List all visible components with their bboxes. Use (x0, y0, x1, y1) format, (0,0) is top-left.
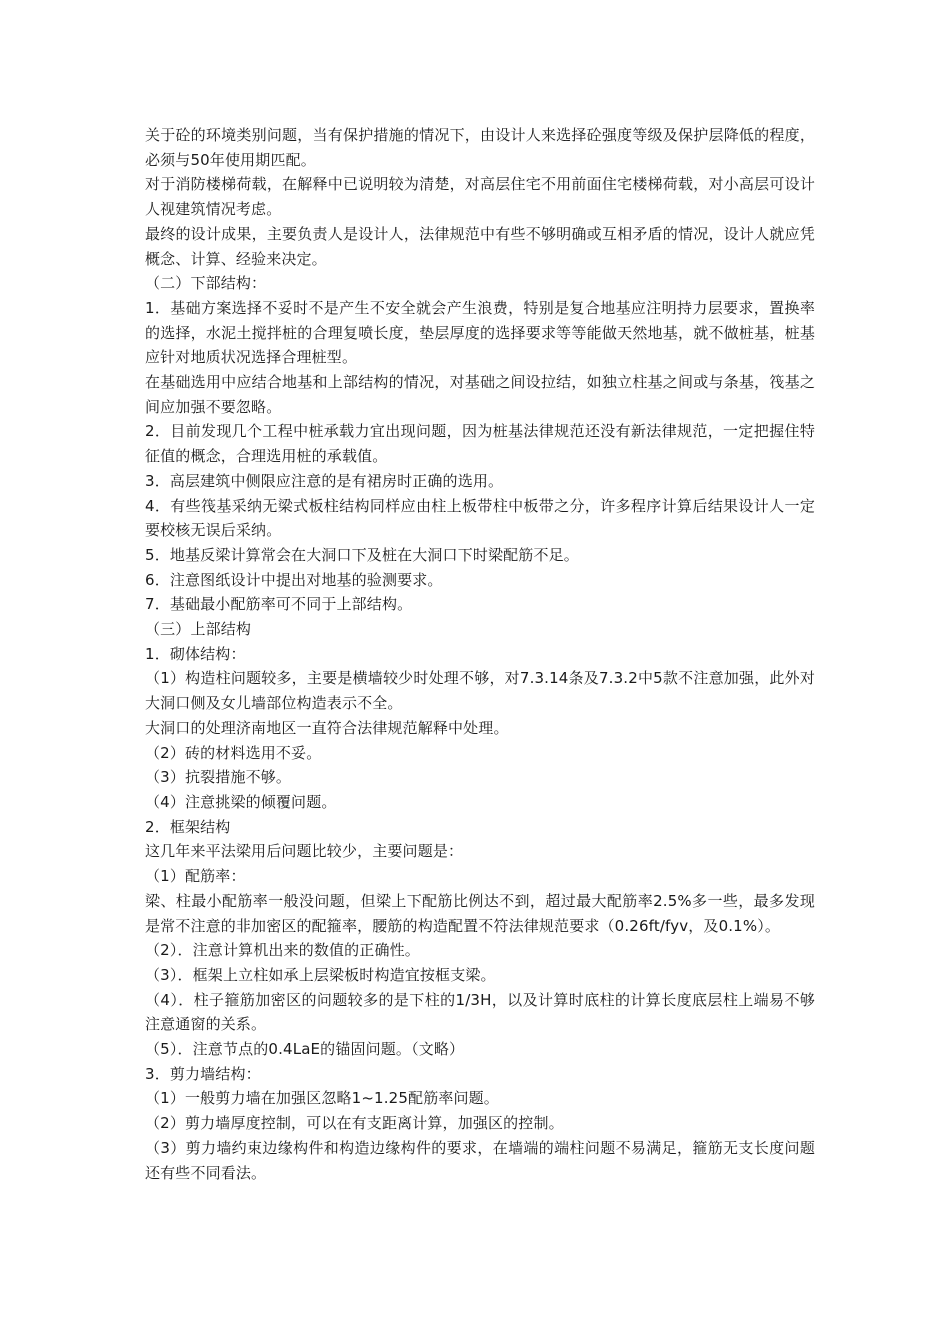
paragraph-stirrup-zone: （4）．柱子箍筋加密区的问题较多的是下柱的1/3H，以及计算时底柱的计算长度底层柱上端易不够注意通窗的关系。 (145, 990, 815, 1034)
paragraph-foundation-inspection: 6．注意图纸设计中提出对地基的验测要求。 (145, 570, 443, 589)
paragraph-beam-column-ratio: 梁、柱最小配筋率一般没问题，但梁上下配筋比例达不到，超过最大配筋率2.5%多一些，最多发现是常不注意的非加密区的配箍率，腰筋的构造配置不符法律规范要求（0.26ft/fyv，及0.1%）。 (145, 891, 815, 935)
paragraph-brick-material: （2）砖的材料选用不妥。 (145, 743, 322, 762)
paragraph-fire-stair-load: 对于消防楼梯荷载，在解释中已说明较为清楚，对高层住宅不用前面住宅楼梯荷载，对小高层可设计人视建筑情况考虑。 (145, 175, 815, 219)
section-heading-superstructure: （三）上部结构 (145, 620, 252, 639)
section-heading-substructure: （二）下部结构： (145, 274, 267, 293)
subheading-shear-wall: 3．剪力墙结构： (145, 1064, 261, 1083)
paragraph-constructional-columns: （1）构造柱问题较多，主要是横墙较少时处理不够，对7.3.14条及7.3.2中5款不注意加强，此外对大洞口侧及女儿墙部位构造表示不全。 (145, 669, 815, 713)
paragraph-foundation-ties: 在基础选用中应结合地基和上部结构的情况，对基础之间设拉结，如独立柱基之间或与条基，筏基之间应加强不要忽略。 (145, 373, 815, 416)
paragraph-concrete-environment: 关于砼的环境类别问题，当有保护措施的情况下，由设计人来选择砼强度等级及保护层降低的程度，必须与50年使用期匹配。 (145, 126, 815, 169)
document-body (145, 123, 815, 1185)
subheading-frame: 2．框架结构 (145, 817, 231, 836)
paragraph-raft-slab: 4．有些筏基采纳无梁式板柱结构同样应由柱上板带柱中板带之分，许多程序计算后结果设计人一定要校核无误后采纳。 (145, 496, 815, 540)
paragraph-inverted-beam: 5．地基反梁计算常会在大洞口下及桩在大洞口下时梁配筋不足。 (145, 545, 579, 564)
paragraph-pile-capacity: 2．目前发现几个工程中桩承载力宜出现问题，因为桩基法律规范还没有新法律规范，一定把握住特征值的概念，合理选用桩的承载值。 (145, 422, 815, 466)
paragraph-transfer-beam: （3）．框架上立柱如承上层梁板时构造宜按框支梁。 (145, 965, 496, 984)
paragraph-frame-intro: 这几年来平法梁用后问题比较少，主要问题是： (145, 842, 464, 861)
paragraph-large-openings: 大洞口的处理济南地区一直符合法律规范解释中处理。 (145, 718, 509, 737)
paragraph-reinforcement-ratio: （1）配筋率： (145, 867, 246, 886)
paragraph-computer-values: （2）．注意计算机出来的数值的正确性。 (145, 941, 420, 960)
paragraph-shear-wall-ratio: （1）一般剪力墙在加强区忽略1~1.25配筋率问题。 (145, 1089, 499, 1108)
paragraph-anchorage: （5）．注意节点的0.4LaE的锚固问题。（文略） (145, 1040, 465, 1059)
paragraph-shear-wall-thickness: （2）剪力墙厚度控制，可以在有支距离计算，加强区的控制。 (145, 1114, 564, 1133)
paragraph-min-reinforcement: 7．基础最小配筋率可不同于上部结构。 (145, 595, 413, 614)
paragraph-design-responsibility: 最终的设计成果，主要负责人是设计人，法律规范中有些不够明确或互相矛盾的情况，设计人就应凭概念、计算、经验来决定。 (145, 224, 815, 268)
paragraph-lateral-restraint: 3．高层建筑中侧限应注意的是有裙房时正确的选用。 (145, 471, 504, 490)
paragraph-crack-measures: （3）抗裂措施不够。 (145, 768, 292, 787)
paragraph-boundary-elements: （3）剪力墙约束边缘构件和构造边缘构件的要求，在墙端的端柱问题不易满足，箍筋无支长度问题还有些不同看法。 (145, 1138, 815, 1182)
paragraph-foundation-scheme: 1．基础方案选择不妥时不是产生不安全就会产生浪费，特别是复合地基应注明持力层要求，置换率的选择，水泥土搅拌桩的合理复喷长度，垫层厚度的选择要求等等能做天然地基，就不做桩基，桩基应针对地质状况选择合理桩型。 (145, 298, 815, 367)
paragraph-cantilever-beam: （4）注意挑梁的倾覆问题。 (145, 792, 337, 811)
subheading-masonry: 1．砌体结构： (145, 644, 246, 663)
